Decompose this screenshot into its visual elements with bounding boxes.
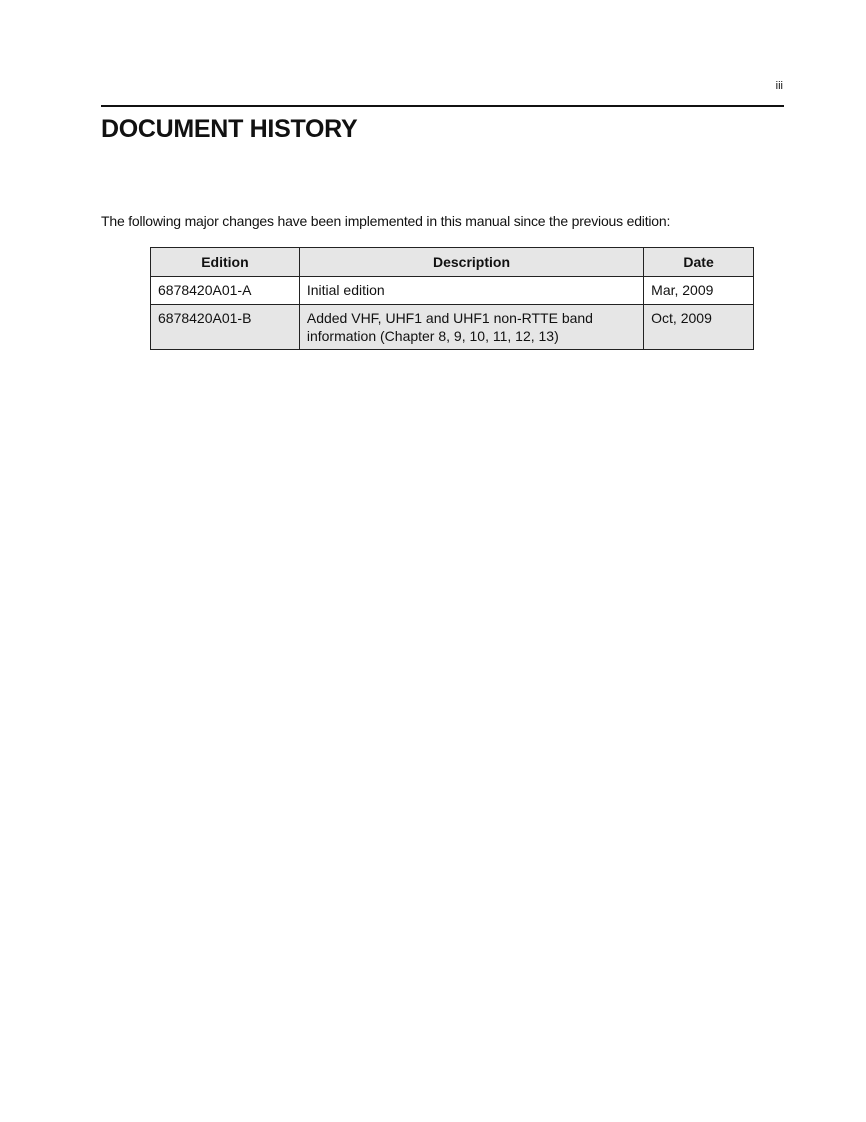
cell-edition: 6878420A01-B [151,305,300,350]
document-history-table [150,247,754,350]
cell-description: Added VHF, UHF1 and UHF1 non-RTTE band information (Chapter 8, 9, 10, 11, 12, 13) [299,305,643,350]
cell-date: Oct, 2009 [644,305,754,350]
intro-paragraph: The following major changes have been implemented in this manual since the previous edition: [101,213,671,229]
header-description: Description [299,248,643,277]
table-row [151,277,754,305]
header-edition: Edition [151,248,300,277]
header-date: Date [644,248,754,277]
page-number: iii [775,80,783,92]
table-row [151,305,754,350]
table-body [151,277,754,350]
table-header [151,248,754,277]
cell-date: Mar, 2009 [644,277,754,305]
page-title: DOCUMENT HISTORY [101,115,358,143]
table-header-row [151,248,754,277]
cell-description: Initial edition [299,277,643,305]
cell-edition: 6878420A01-A [151,277,300,305]
header-rule [101,105,784,107]
